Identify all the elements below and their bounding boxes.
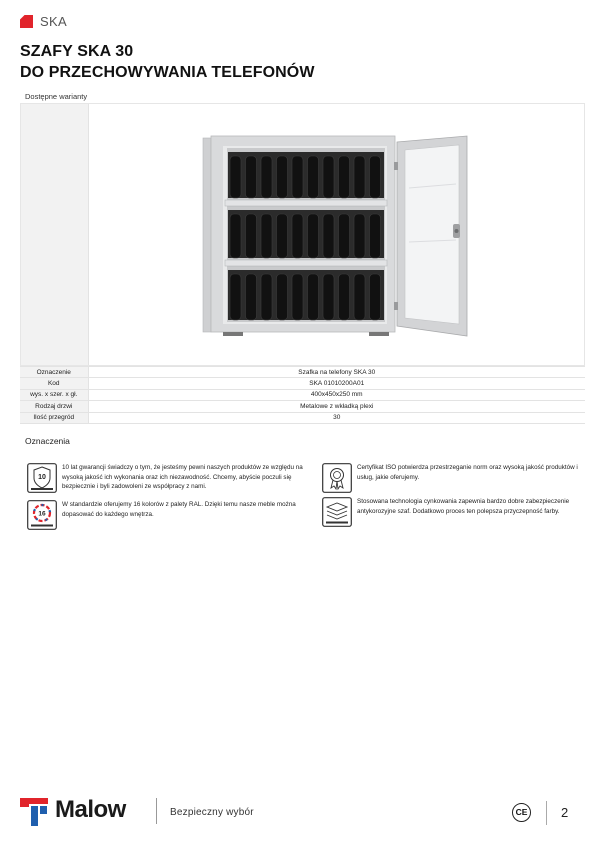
phone-slot-divider (277, 214, 288, 258)
phone-slot-divider (370, 156, 381, 198)
phone-slot-divider (308, 156, 319, 198)
phone-slot-divider (308, 274, 319, 320)
page-title (20, 41, 315, 83)
footer-divider (546, 801, 547, 825)
spec-label: Rodzaj drzwi (20, 401, 88, 412)
phone-slot-divider (339, 274, 350, 320)
logo-text: Malow (55, 796, 126, 823)
tagline: Bezpieczny wybór (170, 807, 254, 818)
phone-slot-divider (323, 214, 334, 258)
spec-row (20, 401, 585, 412)
marking-text: W standardzie oferujemy 16 kolorów z palety RAL. Dzięki temu nasze meble można dopasować do każdego wnętrza. (62, 501, 296, 518)
ral-16-colors-icon (27, 500, 57, 530)
spec-label: wys. x szer. x gł. (20, 389, 88, 400)
phone-slot-divider (261, 274, 272, 320)
title-line-2: DO PRZECHOWYWANIA TELEFONÓW (20, 64, 315, 81)
marking-text: Certyfikat ISO potwierdza przestrzeganie norm oraz wysoką jakość produktów i usług, jakie oferujemy. (357, 464, 578, 481)
phone-slot-divider (246, 156, 257, 198)
phone-slot-divider (323, 274, 334, 320)
phone-cabinet-image (201, 132, 476, 342)
phone-slot-divider (370, 214, 381, 258)
series-mark-icon (20, 15, 33, 28)
phone-slot-divider (292, 156, 303, 198)
phone-slot-divider (292, 214, 303, 258)
phone-slot-divider (339, 156, 350, 198)
marking-warranty (27, 463, 317, 493)
marking-iso (322, 463, 580, 493)
variants-caption: Dostępne warianty (25, 92, 88, 101)
iso-certificate-icon (322, 463, 352, 493)
spec-label: Ilość przegród (20, 412, 88, 423)
marking-ral-colors (27, 500, 317, 530)
footer (20, 796, 575, 828)
phone-slot-divider (323, 156, 334, 198)
spec-table (20, 366, 585, 424)
page-number: 2 (561, 805, 569, 820)
phone-slot-divider (370, 274, 381, 320)
phone-slot-divider (261, 214, 272, 258)
phone-slot-divider (246, 214, 257, 258)
phone-slot-divider (277, 156, 288, 198)
phone-slot-divider (354, 156, 365, 198)
svg-text:10: 10 (38, 474, 46, 481)
product-image-frame (20, 103, 585, 366)
spec-row (20, 389, 585, 400)
phone-slot-divider (230, 274, 241, 320)
title-line-1: SZAFY SKA 30 (20, 43, 134, 60)
phone-slots (228, 152, 384, 320)
phone-slot-divider (354, 274, 365, 320)
svg-text:16: 16 (38, 510, 46, 518)
markings-title: Oznaczenia (25, 436, 70, 446)
marking-text: Stosowana technologia cynkowania zapewnia bardzo dobre zabezpieczenie antykorozyjne szaf. Dodatkowo proces ten polepsza przyczepność farby. (357, 498, 570, 515)
spec-row (20, 378, 585, 389)
phone-slot-divider (339, 214, 350, 258)
product-label-column (21, 104, 89, 365)
phone-slot-divider (261, 156, 272, 198)
spec-value: SKA 01010200A01 (88, 378, 585, 389)
spec-value: 400x450x250 mm (88, 389, 585, 400)
footer-divider (156, 798, 157, 824)
phone-slot-divider (246, 274, 257, 320)
warranty-10-years-icon (27, 463, 57, 493)
ce-mark-icon: CE (512, 803, 531, 822)
spec-label: Oznaczenie (20, 367, 88, 378)
series-tag (20, 14, 67, 29)
phone-slot-divider (354, 214, 365, 258)
spec-value: Szafka na telefony SKA 30 (88, 367, 585, 378)
marking-text: 10 lat gwarancji świadczy o tym, że jesteśmy pewni naszych produktów ze względu na wysoką jakość ich wykonania oraz ich niezawodność. Chcemy, abyście poczuli się bezpiecznie i byli zadowoleni ze współpracy z nami. (62, 464, 303, 491)
phone-slot-divider (230, 156, 241, 198)
spec-value: Metalowe z wkładką plexi (88, 401, 585, 412)
spec-label: Kod (20, 378, 88, 389)
malow-logo-icon (20, 798, 48, 826)
spec-row (20, 367, 585, 378)
phone-slot-divider (277, 274, 288, 320)
spec-value: 30 (88, 412, 585, 423)
anticorrosion-coating-icon (322, 497, 352, 527)
spec-row (20, 412, 585, 423)
phone-slot-divider (308, 214, 319, 258)
phone-slot-divider (230, 214, 241, 258)
phone-slot-divider (292, 274, 303, 320)
marking-anticorrosion (322, 497, 580, 527)
series-label: SKA (40, 14, 67, 29)
